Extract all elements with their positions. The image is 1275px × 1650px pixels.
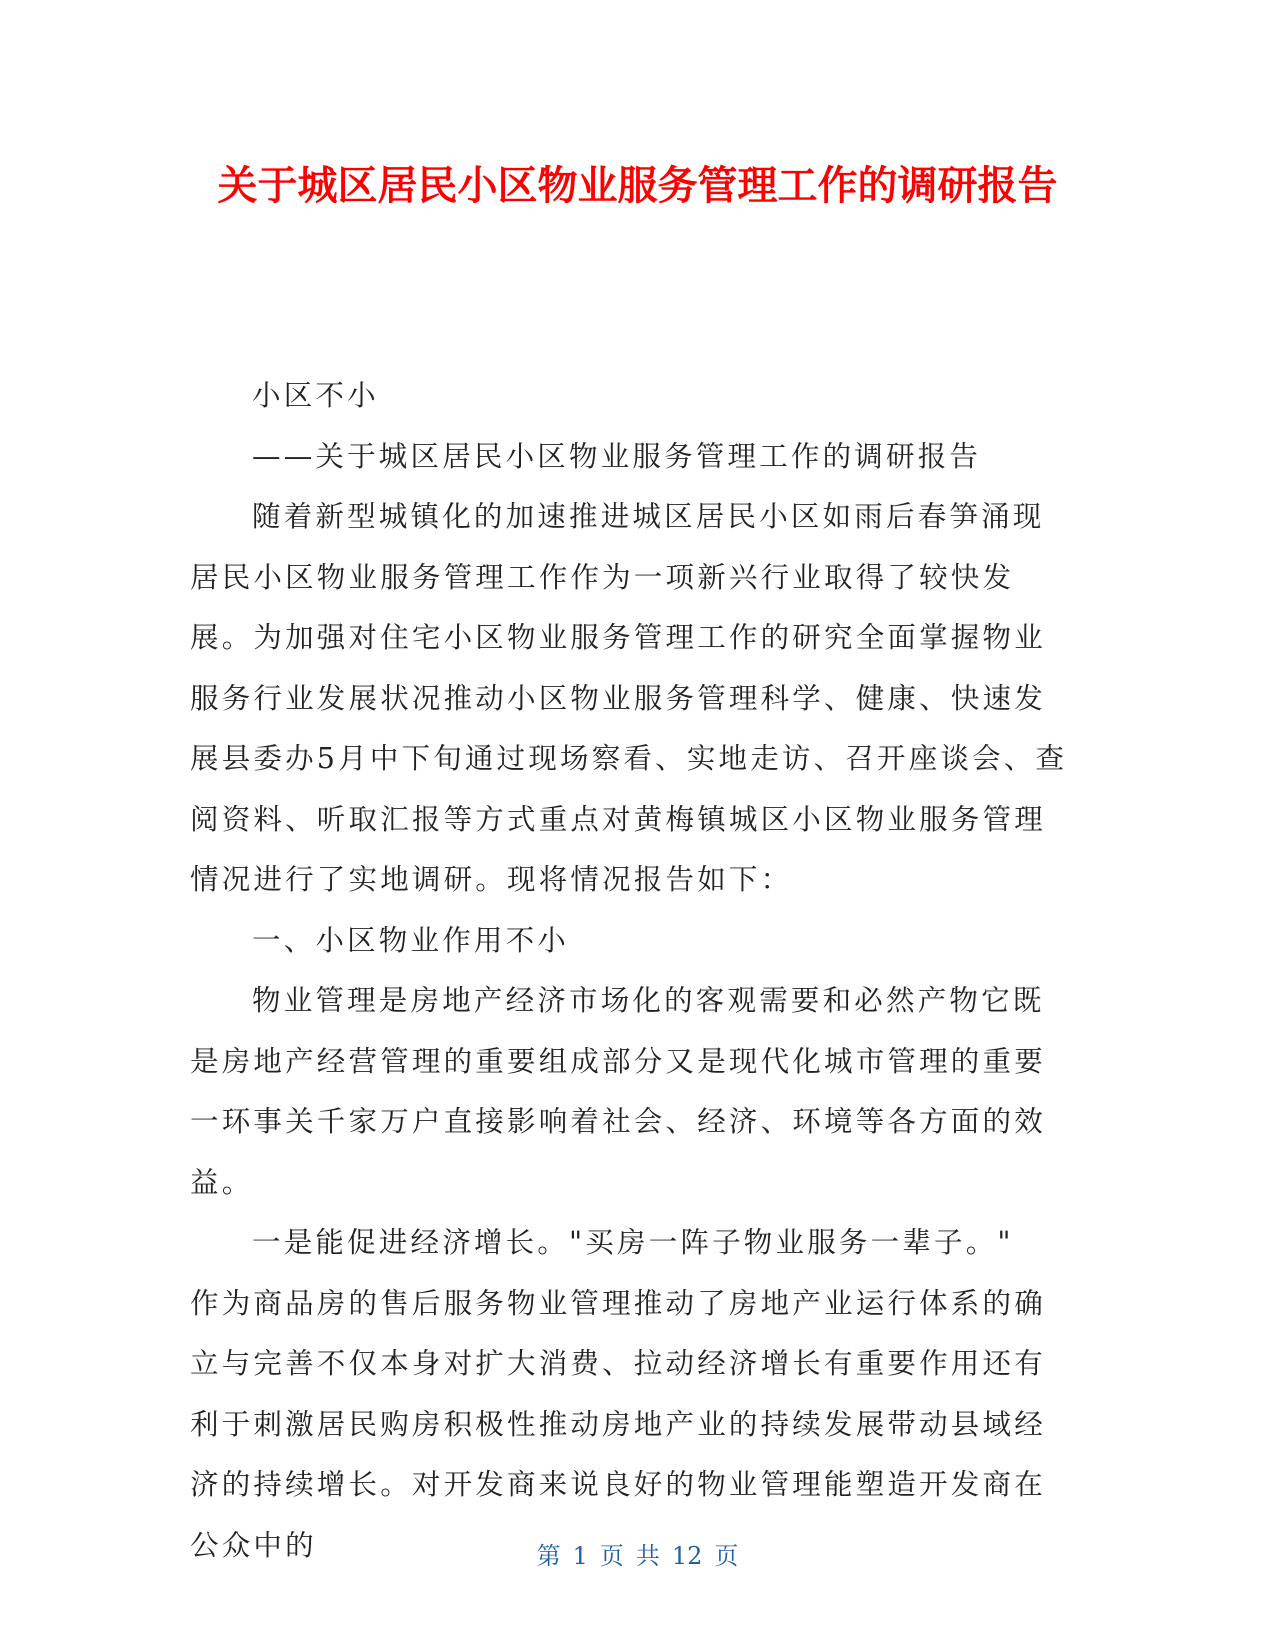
footer-page-total: 12 [671, 1542, 703, 1570]
point-1-paragraph: 作为商品房的售后服务物业管理推动了房地产业运行体系的确立与完善不仅本身对扩大消费、拉动经济增长有重要作用还有利于刺激居民购房积极性推动房地产业的持续发展带动县域经济的持续增长。对开发商来说良好的物业管理能塑造开发商在公众中的 [190, 1286, 1046, 1562]
footer-page-prefix: 第 [536, 1542, 561, 1570]
footer-page-mid: 页 [599, 1542, 624, 1570]
section-heading-1: 一、小区物业作用不小 [252, 923, 570, 957]
point-1-heading: 一是能促进经济增长。"买房一阵子物业服务一辈子。" [252, 1226, 1014, 1259]
report-subtitle: ——关于城区居民小区物业服务管理工作的调研报告 [252, 439, 982, 473]
document-body [190, 366, 1070, 1576]
page-footer [0, 1541, 1275, 1571]
footer-page-suffix: 页 [714, 1542, 739, 1570]
subtitle-heading: 小区不小 [252, 379, 379, 412]
footer-total-prefix: 共 [635, 1542, 660, 1570]
document-title: 关于城区居民小区物业服务管理工作的调研报告 [217, 163, 1058, 209]
intro-paragraph: 随着新型城镇化的加速推进城区居民小区如雨后春笋涌现居民小区物业服务管理工作作为一项新兴行业取得了较快发展。为加强对住宅小区物业服务管理工作的研究全面掌握物业服务行业发展状况推动小区物业服务管理科学、健康、快速发展县委办5月中下旬通过现场察看、实地走访、召开座谈会、查阅资料、听取汇报等方式重点对黄梅镇城区小区物业服务管理情况进行了实地调研。现将情况报告如下： [190, 500, 1068, 896]
footer-page-current: 1 [572, 1542, 588, 1570]
section-1-paragraph: 物业管理是房地产经济市场化的客观需要和必然产物它既是房地产经营管理的重要组成部分又是现代化城市管理的重要一环事关千家万户直接影响着社会、经济、环境等各方面的效益。 [190, 984, 1046, 1199]
